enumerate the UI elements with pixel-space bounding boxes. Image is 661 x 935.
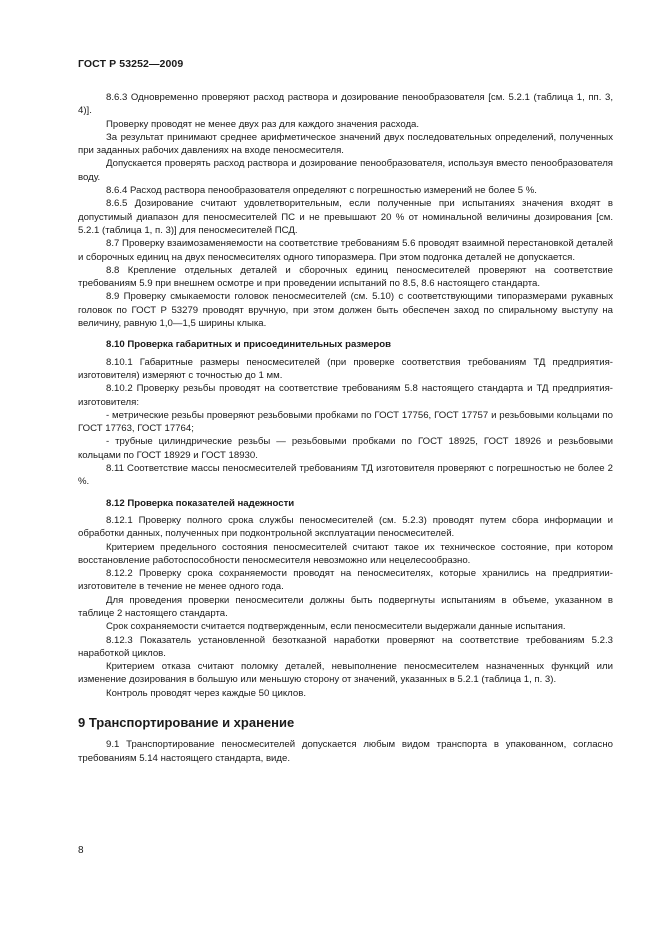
paragraph: 8.6.3 Одновременно проверяют расход раствора и дозирование пенообразователя [см. 5.2.1 (таблица 1, пп. 3, 4)]. <box>78 92 613 117</box>
paragraph: 8.10.2 Проверку резьбы проводят на соответствие требованиям 5.8 настоящего стандарта и ТД предприятия-изготовителя: <box>78 383 613 408</box>
paragraph: 8.6.4 Расход раствора пенообразователя определяют с погрешностью измерений не более 5 %. <box>106 185 537 197</box>
paragraph: Критерием отказа считают поломку деталей, невыполнение пеносмесителем назначенных функций или изменение дозирования в большую или меньшую сторону от значений, указанных в 5.2.1 (таблица 1, п. 3). <box>78 661 613 686</box>
paragraph: 8.6.5 Дозирование считают удовлетворительным, если полученные при испытаниях значения входят в допустимый диапазон для пеносмесителей ПС и не превышают 20 % от номинальной величины дозирования [см. 5.2.1 (таблица 1, п. 3)] для пеносмесителей ПСД. <box>78 198 613 236</box>
subsection-heading-8-10: 8.10 Проверка габаритных и присоединительных размеров <box>106 339 391 351</box>
paragraph: 8.12.3 Показатель установленной безотказной наработки проверяют на соответствие требованиям 5.2.3 наработкой циклов. <box>78 634 613 659</box>
paragraph-group-a <box>78 91 613 330</box>
paragraph: Контроль проводят через каждые 50 циклов. <box>106 687 306 699</box>
page-number: 8 <box>78 845 84 856</box>
paragraph: 8.12.2 Проверку срока сохраняемости проводят на пеносмесителях, которые хранились на предприятии-изготовителе в течение не менее одного года. <box>78 568 613 593</box>
paragraph: Допускается проверять расход раствора и дозирование пенообразователя, используя вместо пенообразователя воду. <box>78 158 613 183</box>
paragraph: 8.7 Проверку взаимозаменяемости на соответствие требованиям 5.6 проводят взаимной перестановкой деталей и сборочных единиц на двух пеносмесителях одного типоразмера. При этом подгонка деталей не допускается. <box>78 238 613 263</box>
paragraph: 8.9 Проверку смыкаемости головок пеносмесителей (см. 5.10) с соответствующими типоразмерами рукавных головок по ГОСТ Р 53279 проводят вручную, при этом должен быть обеспечен заход по спиральному выступу на величину, равную 1,0—1,5 ширины клыка. <box>78 291 613 330</box>
paragraph: 8.12.1 Проверку полного срока службы пеносмесителей (см. 5.2.3) проводят путем сбора информации и обработки данных, полученных при подконтрольной эксплуатации пеносмесителей. <box>78 514 613 540</box>
paragraph: Для проведения проверки пеносмесители должны быть подвергнуты испытаниям в объеме, указанном в таблице 2 настоящего стандарта. <box>78 594 613 619</box>
section-heading-9: 9 Транспортирование и хранение <box>78 715 295 731</box>
document-header-id: ГОСТ Р 53252—2009 <box>78 58 184 70</box>
paragraph: 8.11 Соответствие массы пеносмесителей требованиям ТД изготовителя проверяют с погрешностью не более 2 %. <box>78 463 613 488</box>
paragraph: 9.1 Транспортирование пеносмесителей допускается любым видом транспорта в упакованном, согласно требованиям 5.14 настоящего стандарта, виде. <box>78 739 613 764</box>
paragraph-group-b <box>78 356 613 489</box>
paragraph: 8.8 Крепление отдельных деталей и сборочных единиц пеносмесителей проверяют на соответствие требованиям 5.9 при внешнем осмотре и при проведении испытаний по 8.5, 8.6 настоящего стандарта. <box>78 264 613 290</box>
list-item: - трубные цилиндрические резьбы — резьбовыми пробками по ГОСТ 18925, ГОСТ 18926 и резьбовыми кольцами по ГОСТ 18929 и ГОСТ 18930. <box>78 436 613 461</box>
list-item: - метрические резьбы проверяют резьбовыми пробками по ГОСТ 17756, ГОСТ 17757 и резьбовыми кольцами по ГОСТ 17763, ГОСТ 17764; <box>78 409 613 435</box>
paragraph: За результат принимают среднее арифметическое значений двух последовательных определений, полученных при заданных рабочих давлениях на входе пеносмесителя. <box>78 131 613 157</box>
paragraph: Проверку проводят не менее двух раз для каждого значения расхода. <box>106 118 420 130</box>
paragraph-group-d <box>78 738 613 765</box>
subsection-heading-8-12: 8.12 Проверка показателей надежности <box>106 497 295 509</box>
paragraph: 8.10.1 Габаритные размеры пеносмесителей (при проверке соответствия требованиям ТД предприятия-изготовителя) измеряют с точностью до 1 мм. <box>78 356 613 381</box>
paragraph-group-c <box>78 514 613 700</box>
paragraph: Срок сохраняемости считается подтвержденным, если пеносмесители выдержали данные испытания. <box>106 621 566 633</box>
document-body <box>78 91 613 765</box>
paragraph: Критерием предельного состояния пеносмесителей считают такое их техническое состояние, при котором восстановление работоспособности пеносмесителя невозможно или нецелесообразно. <box>78 541 613 566</box>
